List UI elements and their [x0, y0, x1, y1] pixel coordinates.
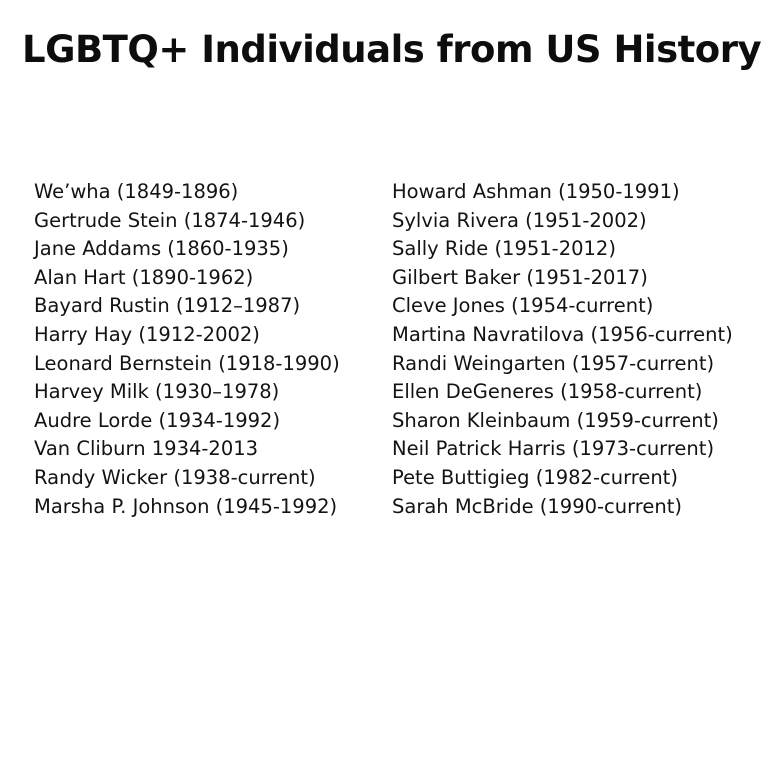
list-item: Sally Ride (1951-2012) — [392, 237, 616, 261]
list-item: Cleve Jones (1954-current) — [392, 294, 654, 318]
list-item: Audre Lorde (1934-1992) — [34, 408, 281, 432]
list-item: Gilbert Baker (1951-2017) — [392, 265, 648, 289]
list-item: Alan Hart (1890-1962) — [34, 265, 254, 289]
list-item: Ellen DeGeneres (1958-current) — [392, 380, 703, 404]
list-item: Martina Navratilova (1956-current) — [392, 322, 733, 346]
list-item: Jane Addams (1860-1935) — [34, 237, 289, 261]
list-item: Bayard Rustin (1912–1987) — [34, 294, 301, 318]
list-item: Randy Wicker (1938-current) — [34, 465, 316, 489]
page-title: LGBTQ+ Individuals from US History — [22, 28, 762, 71]
list-item: Randi Weingarten (1957-current) — [392, 351, 715, 375]
list-item: Marsha P. Johnson (1945-1992) — [34, 494, 338, 518]
left-column — [34, 178, 392, 521]
right-column — [392, 178, 744, 521]
list-item: Harry Hay (1912-2002) — [34, 322, 260, 346]
list-item: Neil Patrick Harris (1973-current) — [392, 437, 715, 461]
list-item: Harvey Milk (1930–1978) — [34, 380, 280, 404]
list-item: Pete Buttigieg (1982-current) — [392, 465, 678, 489]
name-list-columns — [34, 178, 744, 521]
list-item: Howard Ashman (1950-1991) — [392, 180, 680, 203]
list-item: Leonard Bernstein (1918-1990) — [34, 351, 340, 375]
list-item: We’wha (1849-1896) — [34, 180, 239, 203]
list-item: Sylvia Rivera (1951-2002) — [392, 208, 647, 232]
list-item: Van Cliburn 1934-2013 — [34, 437, 259, 461]
list-item: Gertrude Stein (1874-1946) — [34, 208, 306, 232]
list-item: Sharon Kleinbaum (1959-current) — [392, 408, 719, 432]
list-item: Sarah McBride (1990-current) — [392, 494, 683, 518]
